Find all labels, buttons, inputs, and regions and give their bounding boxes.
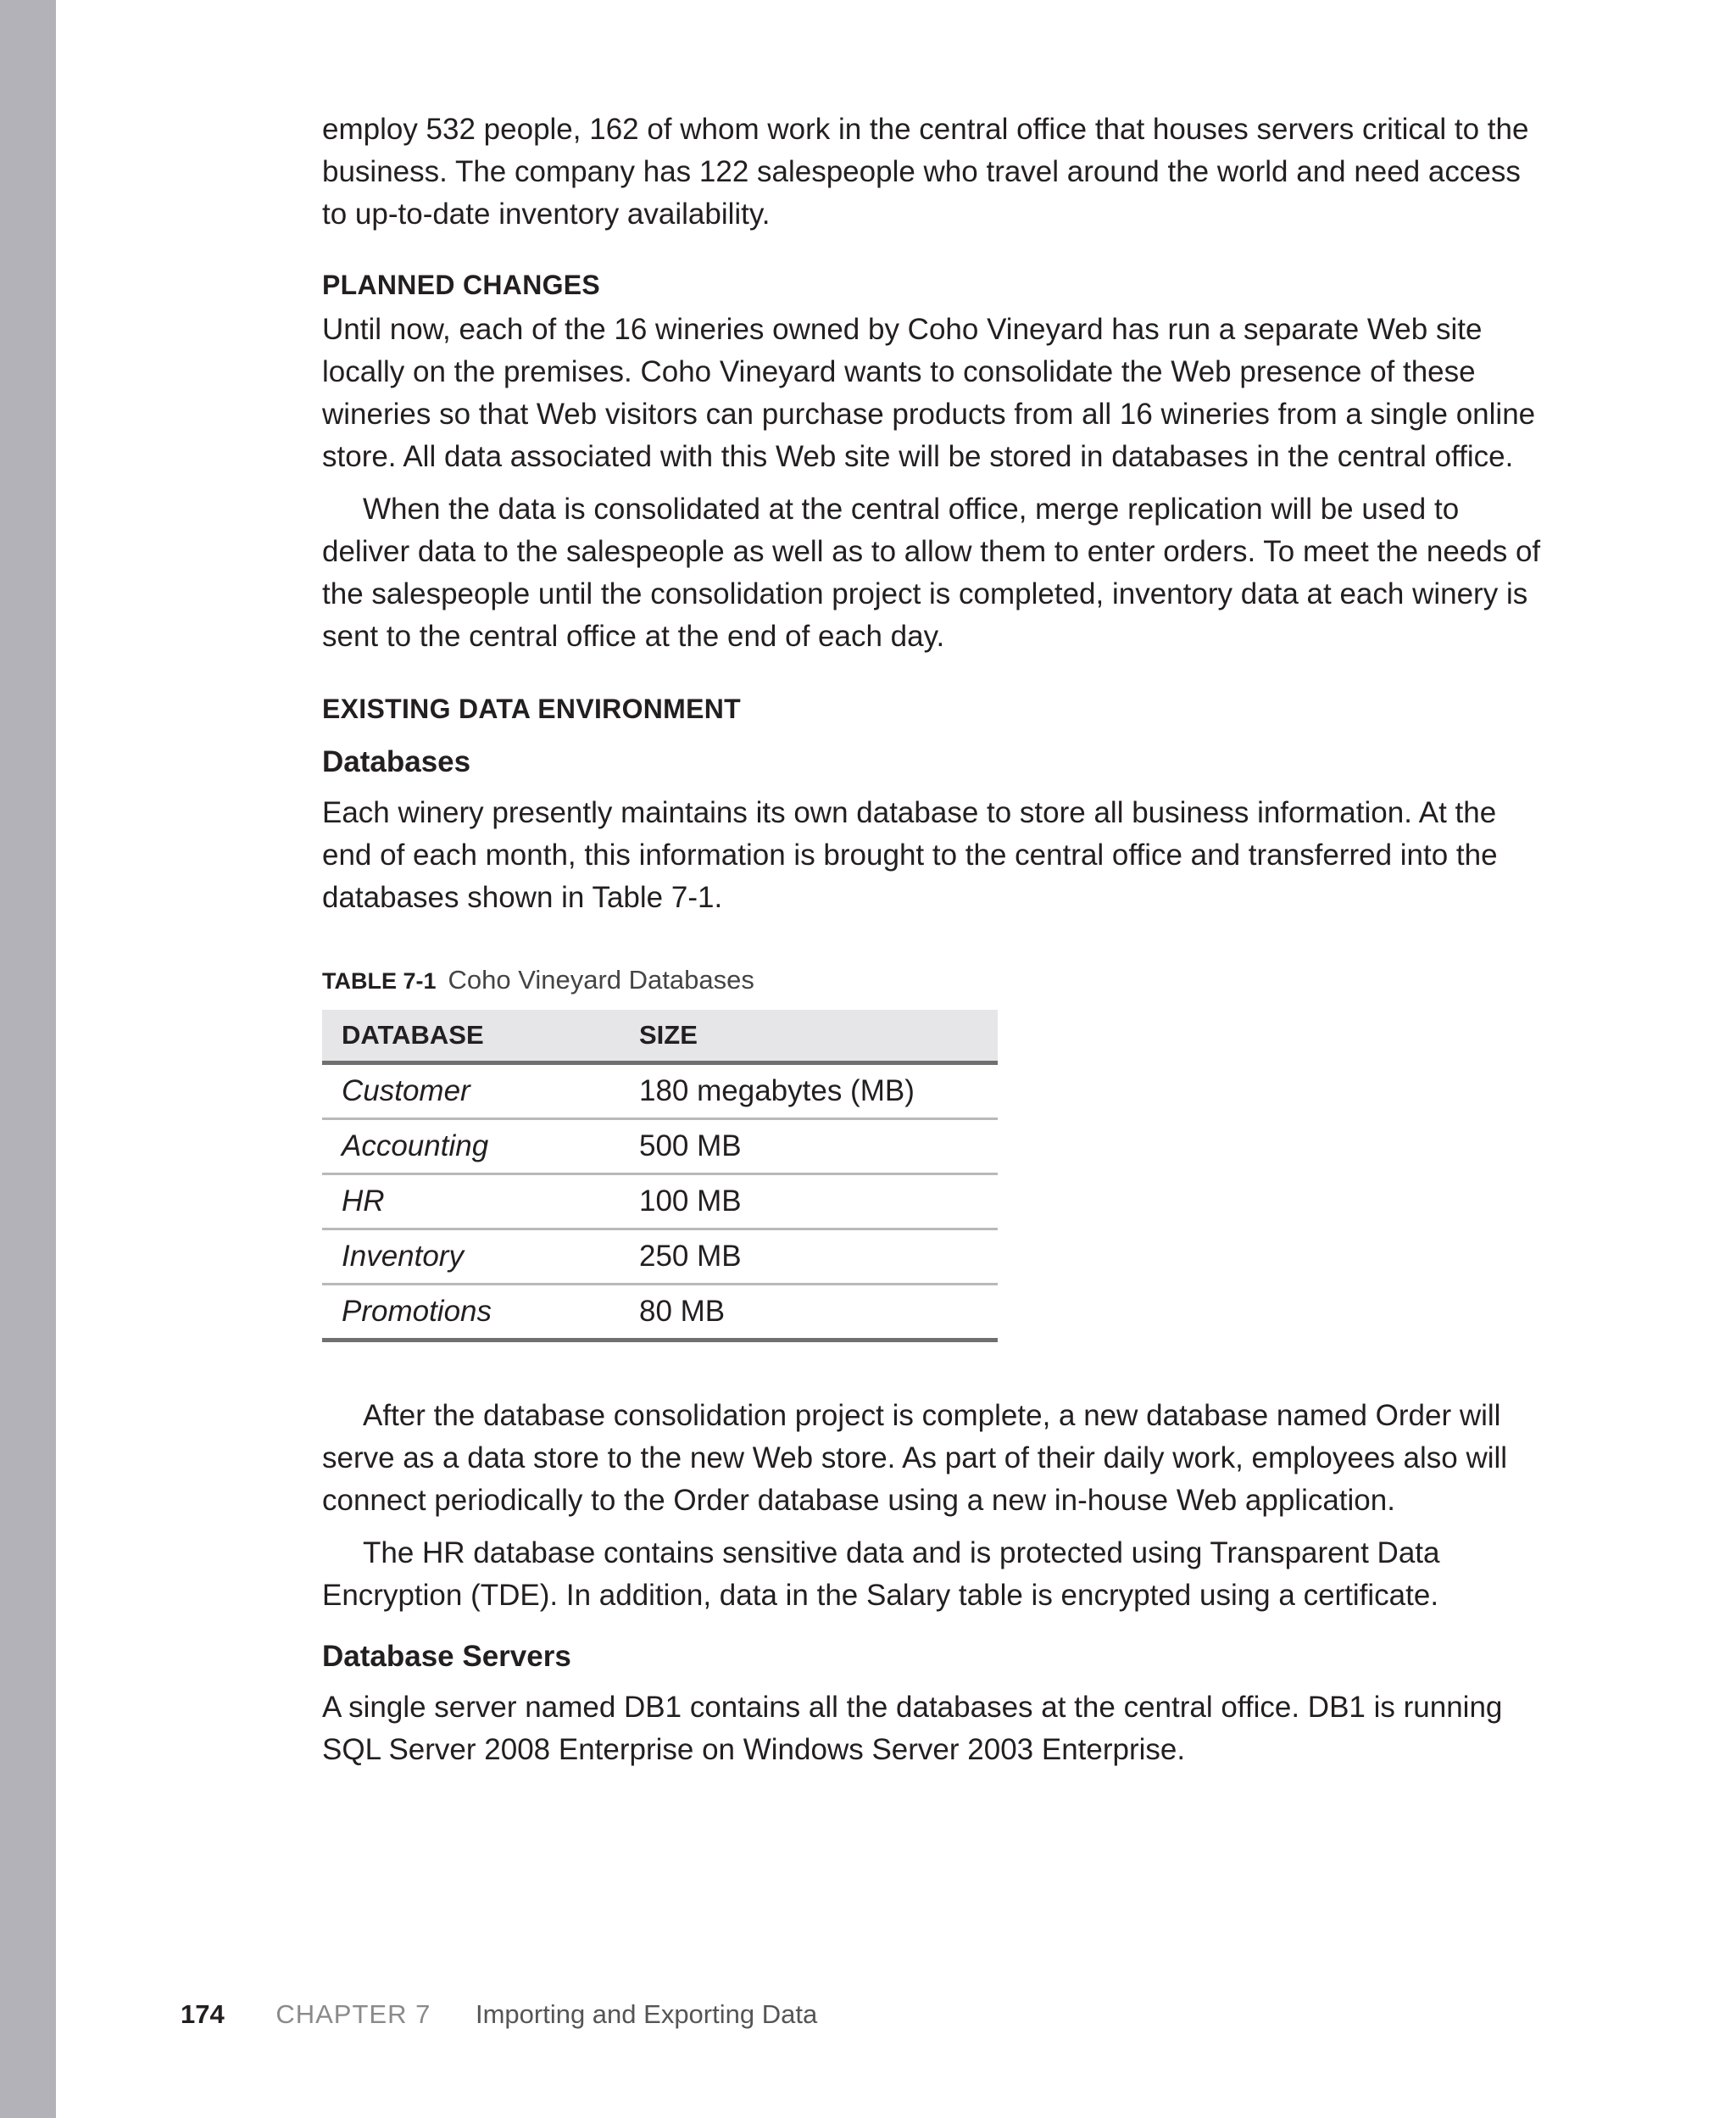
table-cell-size: 180 megabytes (MB)	[620, 1063, 998, 1119]
table-header-row	[322, 1010, 998, 1063]
table-cell-size: 80 MB	[620, 1285, 998, 1340]
databases-heading: Databases	[322, 745, 471, 778]
table-row	[322, 1285, 998, 1340]
table-cell-database: Customer	[322, 1063, 620, 1119]
database-servers-paragraph: A single server named DB1 contains all the databases at the central office. DB1 is running SQL Server 2008 Enterprise on Windows Server 2003 Enterprise.	[322, 1691, 1503, 1766]
table-cell-size: 250 MB	[620, 1229, 998, 1285]
table-cell-database: Promotions	[322, 1285, 620, 1340]
page-footer	[181, 1998, 817, 2032]
table-cell-size: 100 MB	[620, 1174, 998, 1229]
table-cell-database: Inventory	[322, 1229, 620, 1285]
planned-changes-heading: PLANNED CHANGES	[322, 270, 601, 300]
planned-changes-paragraph-1: Until now, each of the 16 wineries owned by Coho Vineyard has run a separate Web site locally on the premises. Coho Vineyard wants to consolidate the Web presence of these wineries so that Web visitors can purchase products from all 16 wineries from a single online store. All data associated with this Web site will be stored in databases in the central office.	[322, 313, 1536, 473]
table-cell-size: 500 MB	[620, 1119, 998, 1174]
after-table-paragraph-1: After the database consolidation project is complete, a new database named Order will serve as a data store to the new Web store. As part of their daily work, employees also will connect periodically to the Order database using a new in-house Web application.	[322, 1399, 1508, 1517]
table-cell-database: Accounting	[322, 1119, 620, 1174]
chapter-label: CHAPTER 7	[275, 1999, 431, 2029]
page-number: 174	[181, 1999, 225, 2029]
table-cell-database: HR	[322, 1174, 620, 1229]
table-row	[322, 1229, 998, 1285]
existing-data-environment-heading: EXISTING DATA ENVIRONMENT	[322, 694, 742, 724]
database-servers-heading: Database Servers	[322, 1640, 571, 1673]
table-caption	[322, 963, 1551, 998]
table-row	[322, 1174, 998, 1229]
page-side-bar	[0, 0, 56, 2118]
table-header-database: DATABASE	[322, 1010, 620, 1063]
intro-paragraph: employ 532 people, 162 of whom work in the central office that houses servers critical to the business. The company has 122 salespeople who travel around the world and need access to up-to-date inventory availability.	[322, 113, 1529, 231]
table-header-size: SIZE	[620, 1010, 998, 1063]
table-row	[322, 1063, 998, 1119]
planned-changes-paragraph-2: When the data is consolidated at the central office, merge replication will be used to deliver data to the salespeople as well as to allow them to enter orders. To meet the needs of the salespeople until the consolidation project is completed, inventory data at each winery is sent to the central office at the end of each day.	[322, 493, 1541, 653]
table-caption-title: Coho Vineyard Databases	[448, 965, 754, 995]
table-caption-label: TABLE 7-1	[322, 968, 437, 994]
page-content	[322, 109, 1551, 1771]
table-row	[322, 1119, 998, 1174]
after-table-paragraph-2: The HR database contains sensitive data and is protected using Transparent Data Encryption (TDE). In addition, data in the Salary table is encrypted using a certificate.	[322, 1536, 1440, 1612]
databases-paragraph: Each winery presently maintains its own database to store all business information. At the end of each month, this information is brought to the central office and transferred into the databases shown in Table 7-1.	[322, 796, 1498, 914]
databases-table	[322, 1010, 998, 1342]
chapter-title: Importing and Exporting Data	[475, 1999, 818, 2029]
